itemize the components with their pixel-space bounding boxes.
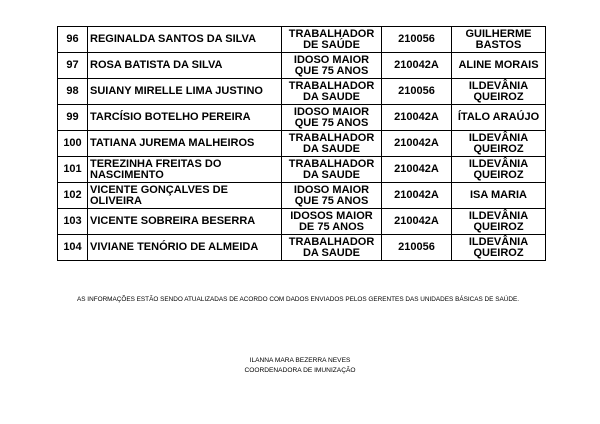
table-row xyxy=(58,183,546,209)
signatory-name: ILANNA MARA BEZERRA NEVES xyxy=(249,357,351,364)
table-row xyxy=(58,235,546,261)
row-number: 101 xyxy=(58,157,88,183)
unit-manager: ÍTALO ARAÚJO xyxy=(452,105,546,131)
priority-group: TRABALHADOR DA SAUDE xyxy=(282,79,382,105)
priority-group: IDOSO MAIOR QUE 75 ANOS xyxy=(282,105,382,131)
person-name: TATIANA JUREMA MALHEIROS xyxy=(88,131,282,157)
vaccination-table xyxy=(57,26,546,261)
person-name: TEREZINHA FREITAS DO NASCIMENTO xyxy=(88,157,282,183)
row-number: 104 xyxy=(58,235,88,261)
signatory-role: COORDENADORA DE IMUNIZAÇÃO xyxy=(244,367,356,374)
vaccine-lot: 210056 xyxy=(382,79,452,105)
priority-group: IDOSOS MAIOR DE 75 ANOS xyxy=(282,209,382,235)
row-number: 103 xyxy=(58,209,88,235)
row-number: 99 xyxy=(58,105,88,131)
table-row xyxy=(58,209,546,235)
table-row xyxy=(58,105,546,131)
priority-group: TRABALHADOR DA SAUDE xyxy=(282,235,382,261)
person-name: SUIANY MIRELLE LIMA JUSTINO xyxy=(88,79,282,105)
row-number: 98 xyxy=(58,79,88,105)
priority-group: TRABALHADOR DA SAUDE xyxy=(282,157,382,183)
vaccine-lot: 210056 xyxy=(382,27,452,53)
person-name: VICENTE SOBREIRA BESERRA xyxy=(88,209,282,235)
unit-manager: ISA MARIA xyxy=(452,183,546,209)
priority-group: TRABALHADOR DA SAUDE xyxy=(282,131,382,157)
unit-manager: GUILHERME BASTOS xyxy=(452,27,546,53)
vaccine-lot: 210056 xyxy=(382,235,452,261)
priority-group: IDOSO MAIOR QUE 75 ANOS xyxy=(282,53,382,79)
vaccine-lot: 210042A xyxy=(382,105,452,131)
priority-group: TRABALHADOR DE SAÚDE xyxy=(282,27,382,53)
unit-manager: ILDEVÂNIA QUEIROZ xyxy=(452,79,546,105)
unit-manager: ILDEVÂNIA QUEIROZ xyxy=(452,209,546,235)
unit-manager: ILDEVÂNIA QUEIROZ xyxy=(452,157,546,183)
row-number: 97 xyxy=(58,53,88,79)
table-row xyxy=(58,157,546,183)
table-row xyxy=(58,53,546,79)
table-row xyxy=(58,131,546,157)
unit-manager: ALINE MORAIS xyxy=(452,53,546,79)
vaccine-lot: 210042A xyxy=(382,209,452,235)
person-name: TARCÍSIO BOTELHO PEREIRA xyxy=(88,105,282,131)
table-row xyxy=(58,79,546,105)
vaccine-lot: 210042A xyxy=(382,53,452,79)
person-name: REGINALDA SANTOS DA SILVA xyxy=(88,27,282,53)
vaccine-lot: 210042A xyxy=(382,157,452,183)
update-note: AS INFORMAÇÕES ESTÃO SENDO ATUALIZADAS DE ACORDO COM DADOS ENVIADOS PELOS GERENTES DAS UNIDADES BÁSICAS DE SAÚDE. xyxy=(77,296,519,303)
table-row xyxy=(58,27,546,53)
person-name: ROSA BATISTA DA SILVA xyxy=(88,53,282,79)
person-name: VIVIANE TENÓRIO DE ALMEIDA xyxy=(88,235,282,261)
unit-manager: ILDEVÂNIA QUEIROZ xyxy=(452,131,546,157)
vaccine-lot: 210042A xyxy=(382,131,452,157)
person-name: VICENTE GONÇALVES DE OLIVEIRA xyxy=(88,183,282,209)
unit-manager: ILDEVÂNIA QUEIROZ xyxy=(452,235,546,261)
vaccine-lot: 210042A xyxy=(382,183,452,209)
priority-group: IDOSO MAIOR QUE 75 ANOS xyxy=(282,183,382,209)
row-number: 96 xyxy=(58,27,88,53)
row-number: 100 xyxy=(58,131,88,157)
row-number: 102 xyxy=(58,183,88,209)
